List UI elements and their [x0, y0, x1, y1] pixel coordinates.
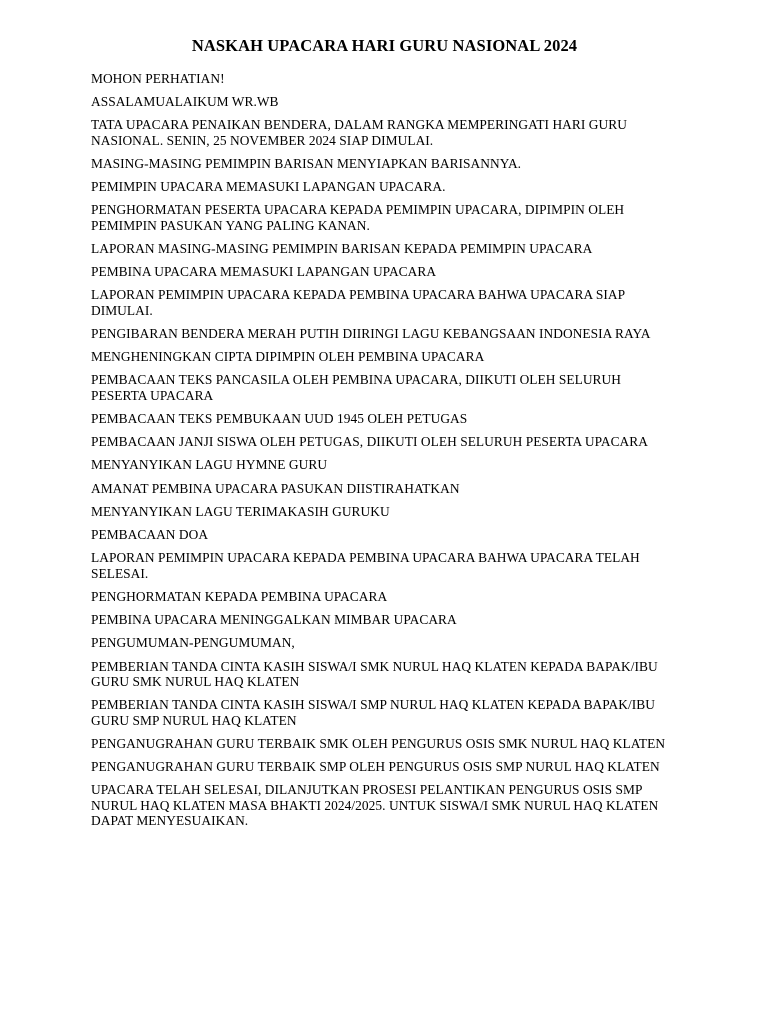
ceremony-step: LAPORAN PEMIMPIN UPACARA KEPADA PEMBINA UPACARA BAHWA UPACARA TELAH SELESAI. [91, 550, 640, 581]
ceremony-step: ASSALAMUALAIKUM WR.WB [91, 94, 279, 110]
ceremony-step: LAPORAN PEMIMPIN UPACARA KEPADA PEMBINA UPACARA BAHWA UPACARA SIAP DIMULAI. [91, 287, 625, 318]
ceremony-step: PEMBACAAN DOA [91, 527, 209, 543]
ceremony-step: PEMBERIAN TANDA CINTA KASIH SISWA/I SMK NURUL HAQ KLATEN KEPADA BAPAK/IBU GURU SMK NURUL HAQ KLATEN [91, 658, 658, 689]
ceremony-step: TATA UPACARA PENAIKAN BENDERA, DALAM RANGKA MEMPERINGATI HARI GURU NASIONAL. SENIN, 25 NOVEMBER 2024 SIAP DIMULAI. [91, 117, 627, 148]
ceremony-step: PEMIMPIN UPACARA MEMASUKI LAPANGAN UPACARA. [91, 179, 446, 195]
ceremony-step: LAPORAN MASING-MASING PEMIMPIN BARISAN KEPADA PEMIMPIN UPACARA [91, 241, 593, 257]
document-title: NASKAH UPACARA HARI GURU NASIONAL 2024 [191, 36, 578, 55]
ceremony-step: PEMBERIAN TANDA CINTA KASIH SISWA/I SMP NURUL HAQ KLATEN KEPADA BAPAK/IBU GURU SMP NURUL HAQ KLATEN [91, 697, 655, 728]
ceremony-step: PEMBINA UPACARA MENINGGALKAN MIMBAR UPACARA [91, 612, 457, 628]
ceremony-step: PENGUMUMAN-PENGUMUMAN, [91, 635, 295, 651]
ceremony-step: PENGHORMATAN PESERTA UPACARA KEPADA PEMIMPIN UPACARA, DIPIMPIN OLEH PEMIMPIN PASUKAN YANG PALING KANAN. [91, 202, 625, 233]
ceremony-step: MOHON PERHATIAN! [91, 71, 225, 86]
ceremony-steps-list [91, 71, 678, 828]
ceremony-step: AMANAT PEMBINA UPACARA PASUKAN DIISTIRAHATKAN [91, 480, 460, 496]
ceremony-step: PENGANUGRAHAN GURU TERBAIK SMK OLEH PENGURUS OSIS SMK NURUL HAQ KLATEN [91, 735, 666, 751]
ceremony-step: PEMBACAAN JANJI SISWA OLEH PETUGAS, DIIKUTI OLEH SELURUH PESERTA UPACARA [91, 434, 648, 450]
ceremony-step: UPACARA TELAH SELESAI, DILANJUTKAN PROSESI PELANTIKAN PENGURUS OSIS SMP NURUL HAQ KLATEN MASA BHAKTI 2024/2025. UNTUK SISWA/I SMK NURUL HAQ KLATEN DAPAT MENYESUAIKAN. [91, 782, 659, 828]
ceremony-step: PEMBINA UPACARA MEMASUKI LAPANGAN UPACARA [91, 264, 437, 280]
ceremony-step: PENGIBARAN BENDERA MERAH PUTIH DIIRINGI LAGU KEBANGSAAN INDONESIA RAYA [91, 326, 651, 342]
ceremony-step: MENYANYIKAN LAGU HYMNE GURU [91, 457, 328, 473]
ceremony-step: PENGHORMATAN KEPADA PEMBINA UPACARA [91, 588, 388, 604]
ceremony-step: PEMBACAAN TEKS PEMBUKAAN UUD 1945 OLEH PETUGAS [91, 411, 468, 427]
ceremony-step: MASING-MASING PEMIMPIN BARISAN MENYIAPKAN BARISANNYA. [91, 156, 522, 172]
ceremony-step: PENGANUGRAHAN GURU TERBAIK SMP OLEH PENGURUS OSIS SMP NURUL HAQ KLATEN [91, 758, 660, 774]
ceremony-step: PEMBACAAN TEKS PANCASILA OLEH PEMBINA UPACARA, DIIKUTI OLEH SELURUH PESERTA UPACARA [91, 372, 621, 403]
ceremony-step: MENYANYIKAN LAGU TERIMAKASIH GURUKU [91, 503, 390, 519]
ceremony-step: MENGHENINGKAN CIPTA DIPIMPIN OLEH PEMBINA UPACARA [91, 349, 485, 365]
